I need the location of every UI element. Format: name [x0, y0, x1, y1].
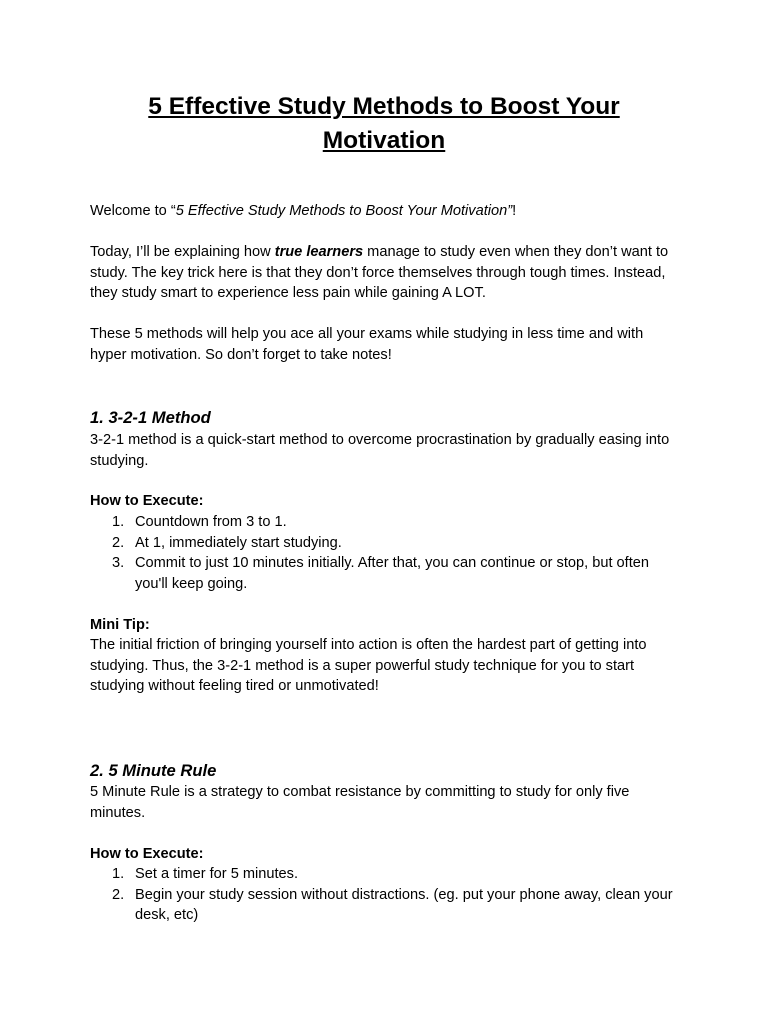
section-2-heading: 2. 5 Minute Rule — [90, 761, 217, 780]
welcome-title: 5 Effective Study Methods to Boost Your Motivation” — [175, 203, 513, 219]
list-text: Countdown from 3 to 1. — [135, 514, 287, 530]
intro-emphasis: true learners — [274, 244, 364, 260]
list-item — [90, 553, 680, 594]
welcome-paragraph — [90, 201, 680, 222]
document-title-line-1: 5 Effective Study Methods to Boost Your — [148, 93, 620, 120]
section-1-steps — [90, 512, 680, 595]
intro-prefix: Today, I’ll be explaining how — [90, 244, 275, 260]
section-1-tip-label: Mini Tip: — [90, 617, 150, 633]
section-1-description: 3-2-1 method is a quick-start method to overcome procrastination by gradually easing into studying. — [90, 432, 670, 469]
intro-suffix: manage to study even when they don’t want to study. The key trick here is that they don’t force themselves through tough times. Instead, they study smart to experience less pain while gaining A LOT. — [90, 244, 669, 302]
list-item — [90, 512, 680, 533]
document-title — [90, 90, 678, 158]
document-title-line-2: Motivation — [322, 127, 446, 154]
list-number: 2. — [112, 534, 125, 551]
list-item — [90, 864, 680, 885]
list-text: Begin your study session without distractions. (eg. put your phone away, clean your desk, etc) — [135, 886, 673, 924]
list-number: 1. — [112, 514, 125, 530]
section-1-tip-text: The initial friction of bringing yourself into action is often the hardest part of getting into studying. Thus, the 3-2-1 method is a super powerful study technique for you to start studying without feeling tired or unmotivated! — [90, 637, 647, 695]
section-1-how-label: How to Execute: — [90, 493, 204, 509]
list-text: At 1, immediately start studying. — [135, 534, 342, 551]
welcome-suffix: ! — [512, 203, 517, 219]
list-item — [90, 533, 680, 554]
list-text: Commit to just 10 minutes initially. After that, you can continue or stop, but often you'll keep going. — [135, 555, 650, 593]
list-item — [90, 885, 680, 926]
intro-paragraph — [90, 242, 680, 304]
section-2-how-label: How to Execute: — [90, 846, 204, 862]
list-text: Set a timer for 5 minutes. — [135, 866, 299, 882]
list-number: 3. — [112, 555, 125, 572]
list-number: 1. — [112, 866, 125, 882]
section-1-heading: 1. 3-2-1 Method — [90, 408, 211, 427]
section-2-description: 5 Minute Rule is a strategy to combat resistance by committing to study for only five minutes. — [90, 784, 630, 821]
methods-note-paragraph: These 5 methods will help you ace all your exams while studying in less time and with hyper motivation. So don’t forget to take notes! — [90, 326, 644, 363]
welcome-prefix: Welcome to “ — [90, 203, 176, 219]
list-number: 2. — [112, 886, 125, 903]
section-2-steps — [90, 864, 680, 926]
